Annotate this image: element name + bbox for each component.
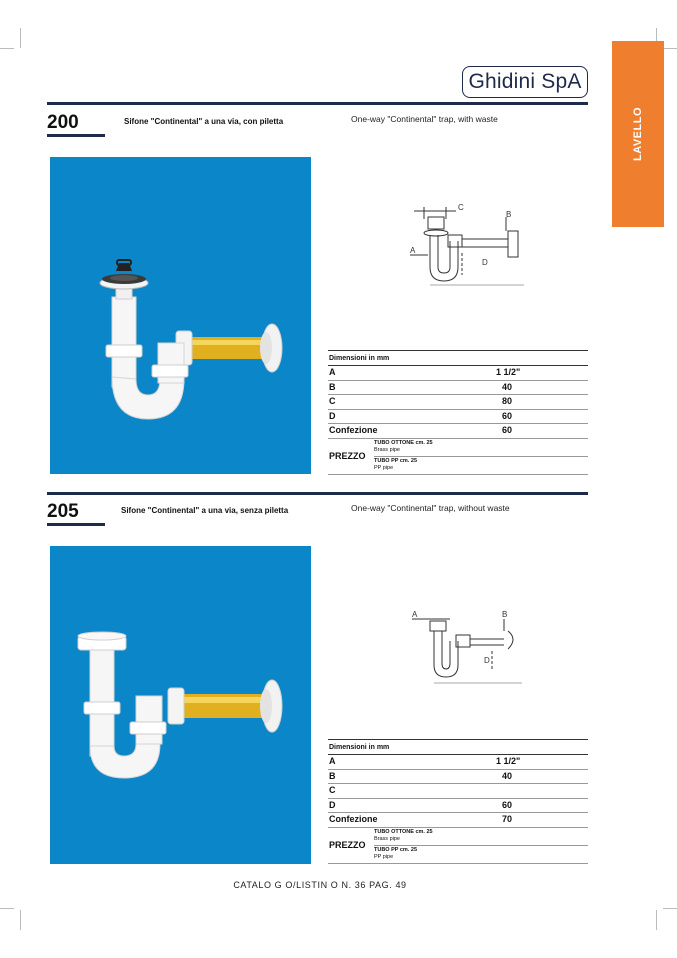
row-value: 1 1/2"	[496, 367, 521, 377]
product-title-en: One-way "Continental" trap, with waste	[351, 114, 498, 124]
crop-mark	[20, 28, 21, 48]
row-label: B	[329, 770, 336, 781]
technical-diagram	[404, 605, 528, 687]
crop-mark	[663, 908, 677, 909]
technical-diagram	[396, 197, 532, 301]
dimension-diagram-svg	[404, 605, 528, 687]
dimensions-header: Dimensioni in mm	[328, 350, 588, 366]
diagram-label-c: C	[458, 203, 464, 212]
table-row	[328, 813, 588, 828]
price-label: PREZZO	[329, 451, 366, 461]
diagram-label-b: B	[502, 610, 508, 619]
product-photo	[50, 546, 311, 864]
crop-mark	[0, 48, 14, 49]
page-footer: CATALO G O/LISTIN O N. 36 PAG. 49	[233, 880, 407, 890]
price-label: PREZZO	[329, 840, 366, 850]
row-value: 1 1/2"	[496, 756, 521, 766]
row-value: 40	[502, 770, 513, 781]
trap-with-waste-illustration	[50, 157, 311, 474]
price-block	[328, 439, 588, 475]
row-label: C	[329, 396, 336, 406]
section-divider	[47, 492, 588, 495]
diagram-label-d: D	[484, 656, 490, 665]
dimension-diagram-svg	[396, 197, 532, 301]
row-value: 80	[502, 396, 513, 406]
price-item	[374, 828, 588, 846]
category-tab-label: LAVELLO	[632, 106, 644, 162]
price-item-it: TUBO PP cm. 25	[374, 846, 417, 853]
row-label: A	[329, 367, 336, 377]
crop-mark	[656, 910, 657, 930]
header-rule	[47, 102, 588, 105]
diagram-label-b: B	[506, 210, 512, 219]
category-tab	[612, 41, 664, 227]
row-label: B	[329, 381, 336, 392]
price-item	[374, 457, 588, 474]
price-item-it: TUBO PP cm. 25	[374, 457, 417, 464]
crop-mark	[0, 908, 14, 909]
product-title-it: Sifone "Continental" a una via, senza piletta	[121, 506, 289, 515]
row-value: 60	[502, 410, 513, 421]
crop-mark	[20, 910, 21, 930]
dimensions-header: Dimensioni in mm	[328, 739, 588, 755]
row-label: D	[329, 799, 336, 810]
product-number-underline	[47, 523, 105, 526]
table-row	[328, 381, 588, 396]
price-block	[328, 828, 588, 864]
row-label: C	[329, 785, 336, 795]
product-photo	[50, 157, 311, 474]
brand-logo: Ghidini SpA	[462, 66, 588, 98]
price-item-en: Brass pipe	[374, 447, 400, 453]
row-value: 60	[502, 425, 513, 435]
price-item-en: Brass pipe	[374, 836, 400, 842]
table-row	[328, 366, 588, 381]
price-item-it: TUBO OTTONE cm. 25	[374, 828, 433, 835]
row-label: Confezione	[329, 425, 378, 435]
table-row	[328, 770, 588, 785]
row-label: A	[329, 756, 336, 766]
price-item-en: PP pipe	[374, 465, 394, 471]
product-title-it: Sifone "Continental" a una via, con piletta	[124, 117, 284, 126]
product-number: 205	[47, 501, 79, 522]
dimensions-table	[328, 350, 588, 475]
row-value: 40	[502, 381, 513, 392]
table-row	[328, 424, 588, 439]
row-label: Confezione	[329, 814, 378, 824]
row-value: 70	[502, 814, 513, 824]
diagram-label-d: D	[482, 258, 488, 267]
dimensions-table	[328, 739, 588, 864]
table-row	[328, 755, 588, 770]
product-title-en: One-way "Continental" trap, without waste	[351, 503, 510, 513]
row-label: D	[329, 410, 336, 421]
row-value: 60	[502, 799, 513, 810]
diagram-label-a: A	[410, 246, 416, 255]
row-value	[468, 784, 588, 798]
table-row	[328, 799, 588, 814]
diagram-label-a: A	[412, 610, 418, 619]
crop-mark	[663, 48, 677, 49]
product-number: 200	[47, 112, 79, 133]
price-item	[374, 439, 588, 457]
price-item	[374, 846, 588, 863]
trap-without-waste-illustration	[50, 546, 311, 864]
table-row	[328, 410, 588, 425]
product-number-underline	[47, 134, 105, 137]
price-item-en: PP pipe	[374, 854, 394, 860]
table-row	[328, 784, 588, 799]
price-item-it: TUBO OTTONE cm. 25	[374, 439, 433, 446]
table-row	[328, 395, 588, 410]
